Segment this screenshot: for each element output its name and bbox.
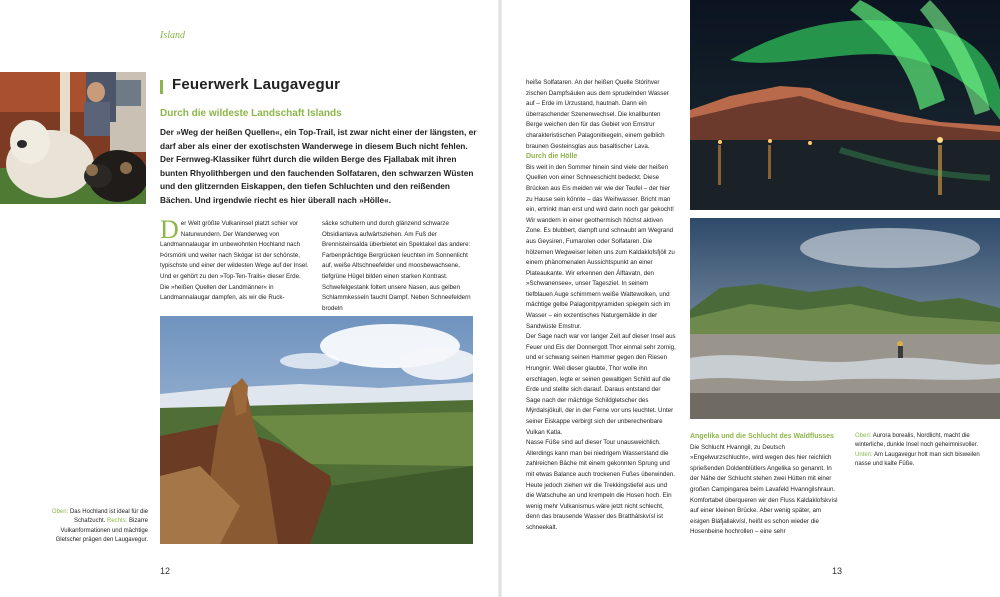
caption-text: Das Hochland ist ideal für die Schafzucht. <box>68 509 148 525</box>
section-heading: Angelika und die Schlucht des Waldflusses <box>690 433 835 440</box>
body-column-4 <box>690 432 840 538</box>
body-column-2 <box>322 219 472 314</box>
volcanic-landscape-photo <box>160 316 473 544</box>
caption-key: Oben: <box>51 509 69 515</box>
caption-key: Rechts: <box>106 518 128 525</box>
sheep-photo <box>0 72 146 204</box>
title-accent-bar <box>160 80 163 94</box>
page-number-left: 12 <box>160 566 171 576</box>
article-title: Feuerwerk Laugavegur <box>172 76 341 93</box>
body-paragraph <box>160 215 310 304</box>
caption-left <box>40 508 148 546</box>
page-number-right: 13 <box>832 566 843 576</box>
body-column-1 <box>160 215 310 304</box>
body-paragraph: Die Schlucht Hvanngil, zu Deutsch »Engelwurzschlucht«, wird wegen des hier reichlich sprießenden Doldenblütlers Angelika so genannt. In der Nähe der Schlucht stehen zwei Hütten mit einer großen Campingarea beim Lavafeld Hvanngilshraun. <box>690 443 836 493</box>
aurora-photo <box>690 0 1000 210</box>
body-paragraph: Komfortabel überqueren wir den Fluss Kaldaklofskvísl auf einer kleinen Brücke. Aber wenig später, am eisigen Bláfjallakvísl, heißt es schon wieder die Hosenbeine hochrollen – eine sehr <box>690 496 838 536</box>
caption-text: Bizarre Vulkanformationen und mächtige Gletscher prägen den Laugavegur. <box>55 518 148 544</box>
caption-key: Unten: <box>855 451 873 458</box>
body-paragraph: heiße Solfataren. An der heißen Quelle Stórihver zischen Dampfsäulen aus dem sprudelnden Wasser auf – Erde im Urzustand, hautnah. Dann ein überraschender Szenenwechsel. Die knallbunten Berge weichen den für das Gebiet von Emstrur charakteristischen Palagonitkegeln, einem gelblich braunen Gesteinsglas aus basaltischer Lava. <box>526 79 669 150</box>
caption-right <box>855 432 980 470</box>
body-paragraph: Nasse Füße sind auf dieser Tour unausweichlich. Allerdings kann man bei niedrigem Wasserstand die zahlreichen Bäche mit einem gekonnten Sprung und mit etwas Balance auch trockenen Fußes überwinden. Heute jedoch ziehen wir die Trekkingstiefel aus und die Watschuhe an und krempeln die Hosen hoch. Ein wenig mehr Vulkanismus wäre jetzt nicht schlecht, denn das brausende Wasser des Bratthálskvísl ist schneekalt. <box>526 439 675 531</box>
spread-gutter <box>498 0 502 597</box>
dropcap: D <box>160 215 179 244</box>
caption-text: Aurora borealis, Nordlicht, macht die winterliche, dunkle Insel noch geheimnisvoller. <box>855 433 979 449</box>
caption-text: Am Laugavegur holt man sich bisweilen nasse und kalte Füße. <box>855 451 980 468</box>
body-paragraph: Der Sage nach war vor langer Zeit auf dieser Insel aus Feuer und Eis der Donnergott Thor einmal sehr zornig, und er schwang seinen Hammer gegen den Riesen Hrungnir. Weil dieser glaubte, Thor wolle ihn erschlagen, legte er seinen gewaltigen Schild auf die Erde und stellte sich darauf. Daraus entstand der Sage nach der mächtige Schildgletscher des Mýrdalsjökull, der in der Ferne vor uns leuchtet. Unter seiner Eiskappe verbirgt sich der unberechenbare Vulkan Katla. <box>526 333 676 436</box>
caption-key: Oben: <box>855 433 872 439</box>
article-subtitle: Durch die wildeste Landschaft Islands <box>160 108 342 119</box>
body-paragraph: Bis weit in den Sommer hinein sind viele der heißen Quellen von einer Schneeschicht bedeckt. Diese Brücken aus Eis meiden wir wie der Teufel – der hier zu Hause sein könnte – das Weihwasser. Bricht man ein, ertrinkt man erst und wird dann noch gar gekocht! Wir wandern in einer geothermisch höchst aktiven Zone. Es blubbert, dampft und schnaubt am Wegrand aus Geysiren, Fumarolen oder Solfataren. Die hölzernen Wegweiser leiten uns zum Kaldaklofsfjöll zu einem phänomenalen Aussichtspunkt an einer Plateaukante. Wir erkennen den Álftavatn, den »Schwanensee«, unser Tagesziel. In seinem tiefblauen Auge schimmern weiße Wattewolken, und mächtige gelbe Palagonitpyramiden spiegeln sich im Wasser – ein exzentisches Naturgemälde in der Sandwüste Emstrur. <box>526 163 675 330</box>
body-text: er Welt größte Vulkaninsel platzt schier vor Naturwundern. Der Wanderweg von Landmannalaugar im unbewohnten Hochland nach Þórsmörk und weiter nach Skógar ist der schönste, typischste und einer der wildesten Wege auf der Insel. Und er gehört zu den »Top-Ten-Trails« dieser Erde. Die »heißen Quellen der Landmänner« in Landmannalaugar dampfen, als wir die Ruck- <box>160 220 309 302</box>
river-crossing-photo <box>690 218 1000 419</box>
running-head: Island <box>160 30 185 41</box>
body-paragraph: säcke schultern und durch glänzend schwarze Obsidianlava aufwärtsziehen. Am Fuß der Brennisteinsalda überbietet ein Spektakel das andere: Farbenprächtige Bergrücken leuchten im Sonnenlicht auf, weiße Altschneefelder und moosbewachsene, tiefgrüne Hügel bilden einen starken Kontrast. Schwefelgestank foltert unsere Nasen, aus gelben Schlammkesseln faucht Dampf. Neben Schneefeldern brodeln <box>322 220 471 312</box>
section-heading: Durch die Hölle <box>526 153 578 161</box>
body-column-3 <box>526 78 676 534</box>
intro-paragraph: Der »Weg der heißen Quellen«, ein Top-Trail, ist zwar nicht einer der längsten, er darf aber als einer der exotischsten Wanderwege in diesem Buch nicht fehlen. Der Fernweg-Klassiker führt durch die wilden Berge des Fjallabak mit ihren bunten Rhyolithbergen und den fauchenden Solfataren, den schwarzen Wüsten und den glitzernden Eiskappen, den tiefen Schluchten und den reißenden Bächen. Und irgendwie riecht es hier überall nach »Hölle«. <box>160 127 477 205</box>
